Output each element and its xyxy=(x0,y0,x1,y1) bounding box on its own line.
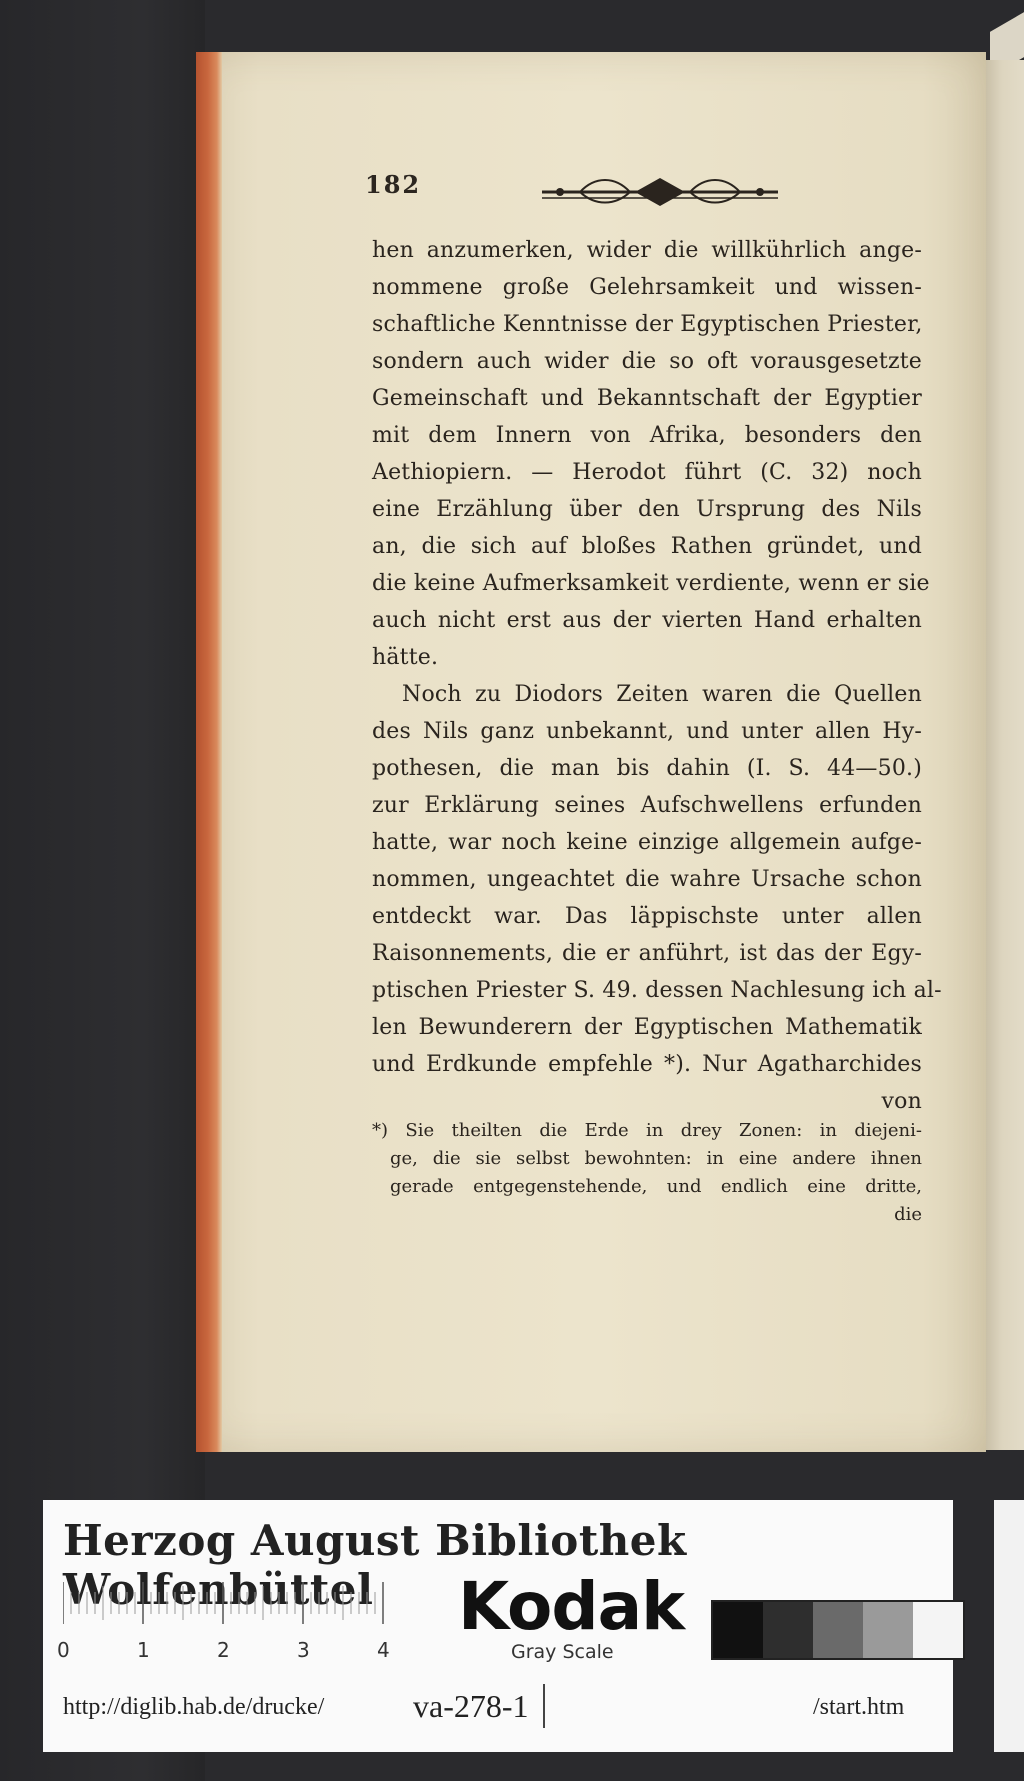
text-line: die keine Aufmerksamkeit verdiente, wenn er sie xyxy=(372,571,930,596)
page-number: 182 xyxy=(365,170,422,199)
text-line: an, die sich auf bloßes Rathen gründet, und xyxy=(372,534,922,559)
footnote-line: gerade entgegenstehende, und endlich eine dritte, xyxy=(390,1176,922,1197)
library-name: Herzog August Bibliothek Wolfenbüttel xyxy=(63,1516,687,1614)
body-text xyxy=(372,232,942,1120)
text-line: len Bewunderern der Egyptischen Mathematik xyxy=(372,1015,922,1040)
gray-scale-label: Gray Scale xyxy=(511,1641,614,1663)
gray-swatch xyxy=(863,1602,913,1658)
footnote-line: *) Sie theilten die Erde in drey Zonen: in diejeni- xyxy=(372,1120,922,1141)
kodak-logo: Kodak xyxy=(458,1568,684,1645)
text-line: entdeckt war. Das läppischste unter allen xyxy=(372,904,922,929)
ruler-number: 4 xyxy=(377,1638,390,1662)
url-id: va-278-1 xyxy=(413,1688,529,1724)
text-line: nommen, ungeachtet die wahre Ursache schon xyxy=(372,867,922,892)
ruler-number: 0 xyxy=(57,1638,70,1662)
ruler-number: 1 xyxy=(137,1638,150,1662)
text-line: schaftliche Kenntnisse der Egyptischen Priester, xyxy=(372,312,923,337)
ruler-number: 2 xyxy=(217,1638,230,1662)
gray-swatch xyxy=(713,1602,763,1658)
text-line: hen anzumerken, wider die willkührlich ange- xyxy=(372,238,922,263)
text-line: hatte, war noch keine einzige allgemein aufge- xyxy=(372,830,922,855)
book-page-edge xyxy=(196,52,222,1452)
footnote xyxy=(372,1117,922,1229)
gray-scale-swatches xyxy=(711,1600,965,1660)
text-line: Raisonnements, die er anführt, ist das der Egy- xyxy=(372,941,922,966)
gray-swatch xyxy=(813,1602,863,1658)
footnote-catchword: die xyxy=(894,1204,922,1225)
text-line: hätte. xyxy=(372,645,439,670)
text-line: zur Erklärung seines Aufschwellens erfunden xyxy=(372,793,922,818)
text-line: pothesen, die man bis dahin (I. S. 44—50.) xyxy=(372,756,922,781)
text-line: des Nils ganz unbekannt, und unter allen Hy- xyxy=(372,719,922,744)
ruler-icon xyxy=(63,1574,443,1634)
text-line: mit dem Innern von Afrika, besonders den xyxy=(372,423,922,448)
scan-target-card xyxy=(43,1500,953,1752)
url-base: http://diglib.hab.de/drucke/ xyxy=(63,1694,325,1720)
text-line: nommene große Gelehrsamkeit und wissen- xyxy=(372,275,922,300)
text-line: Noch zu Diodors Zeiten waren die Quellen xyxy=(402,682,922,707)
text-line: ptischen Priester S. 49. dessen Nachlesung ich al- xyxy=(372,978,942,1003)
url-divider xyxy=(543,1684,545,1728)
header-ornament-icon xyxy=(540,170,780,210)
text-line: Gemeinschaft und Bekanntschaft der Egyptier xyxy=(372,386,922,411)
ruler-number: 3 xyxy=(297,1638,310,1662)
gray-swatch xyxy=(763,1602,813,1658)
footnote-line: ge, die sie selbst bewohnten: in eine andere ihnen xyxy=(390,1148,922,1169)
next-page-edge xyxy=(984,60,1024,1450)
gray-swatch xyxy=(913,1602,963,1658)
page-header xyxy=(365,166,785,216)
catchword: von xyxy=(881,1089,922,1114)
text-line: eine Erzählung über den Ursprung des Nils xyxy=(372,497,922,522)
text-line: sondern auch wider die so oft vorausgesetzte xyxy=(372,349,922,374)
url-end: /start.htm xyxy=(813,1694,905,1720)
adjacent-target-card xyxy=(994,1500,1024,1752)
text-line: und Erdkunde empfehle *). Nur Agatharchides xyxy=(372,1052,922,1077)
text-line: Aethiopiern. — Herodot führt (C. 32) noch xyxy=(372,460,922,485)
text-line: auch nicht erst aus der vierten Hand erhalten xyxy=(372,608,922,633)
